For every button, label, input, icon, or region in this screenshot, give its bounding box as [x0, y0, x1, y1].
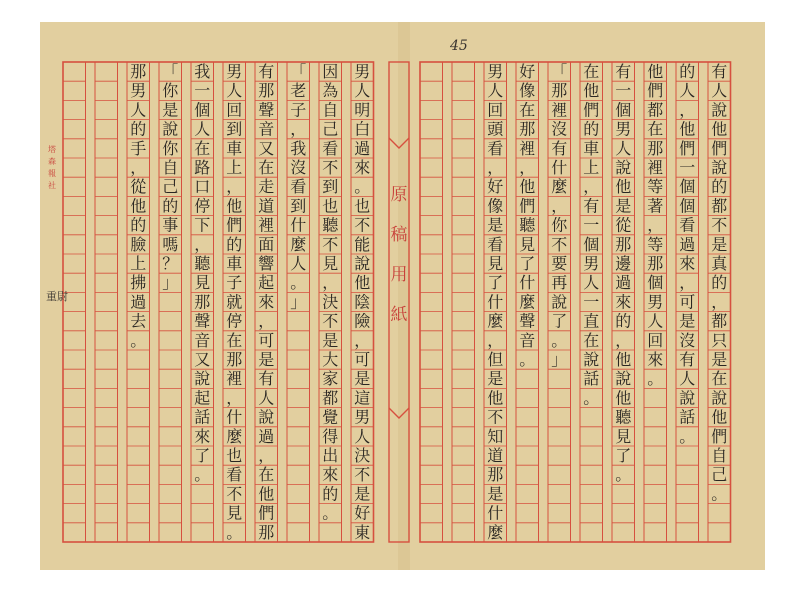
page-number: 45 — [450, 38, 468, 54]
margin-note: 重尉 — [46, 290, 68, 303]
publisher-char: 森 — [48, 157, 56, 166]
right-page-column: 有人說他們說的都不是真的，都只是在說他們自己。 — [711, 62, 728, 504]
publisher-char: 塔 — [48, 145, 56, 154]
left-page-column: 有那聲音又在走道裡面響起來，可是有人說過，在他們那 — [258, 62, 275, 542]
right-page-column: 「那裡沒有什麼，你不要再說了。」 — [551, 62, 568, 369]
publisher-char: 報 — [48, 169, 56, 178]
right-page-column: 他們都在那裡等著，等那個男人回來。 — [647, 62, 664, 389]
form-title-char: 稿 — [390, 225, 408, 245]
left-page-column: 男人明白過來。也不能說他陰險，可是這男人決不是好東 — [354, 62, 371, 542]
form-title-char: 原 — [390, 185, 408, 205]
right-page-column: 好像在那裡，他們聽見了什麼聲音。 — [519, 62, 536, 369]
right-page-column: 有一個男人說他是從那邊過來的，他說他聽見了。 — [615, 62, 632, 485]
right-page-column: 在他們的車上，有一個男人一直在說話。 — [583, 62, 600, 408]
left-page-column: 因為自己看不到也聽不見，決不是大家都覺得出來的。 — [322, 62, 339, 523]
left-page-column: 那男人的手，從他的臉上拂過去。 — [130, 62, 147, 350]
left-page-column: 我一個人在路口停下，聽見那聲音又說起話來了。 — [194, 62, 211, 485]
form-title-char: 紙 — [390, 305, 408, 325]
right-page-column: 的人，他們一個個看過來，可是沒有人說話。 — [679, 62, 696, 446]
publisher-char: 社 — [48, 181, 56, 190]
left-page-column: 「老子，我沒看到什麼人。」 — [290, 62, 307, 312]
left-page-column: 「你是說你自己的事嗎？」 — [162, 62, 179, 293]
left-page-column: 男人回到車上，他們的車子就停在那裡，什麼也看不見。 — [226, 62, 243, 542]
form-title-char: 用 — [390, 265, 408, 285]
right-page-column: 男人回頭看，好像是看見了什麼，但是他不知道那是什麼 — [487, 62, 504, 542]
page-spine — [398, 22, 410, 570]
